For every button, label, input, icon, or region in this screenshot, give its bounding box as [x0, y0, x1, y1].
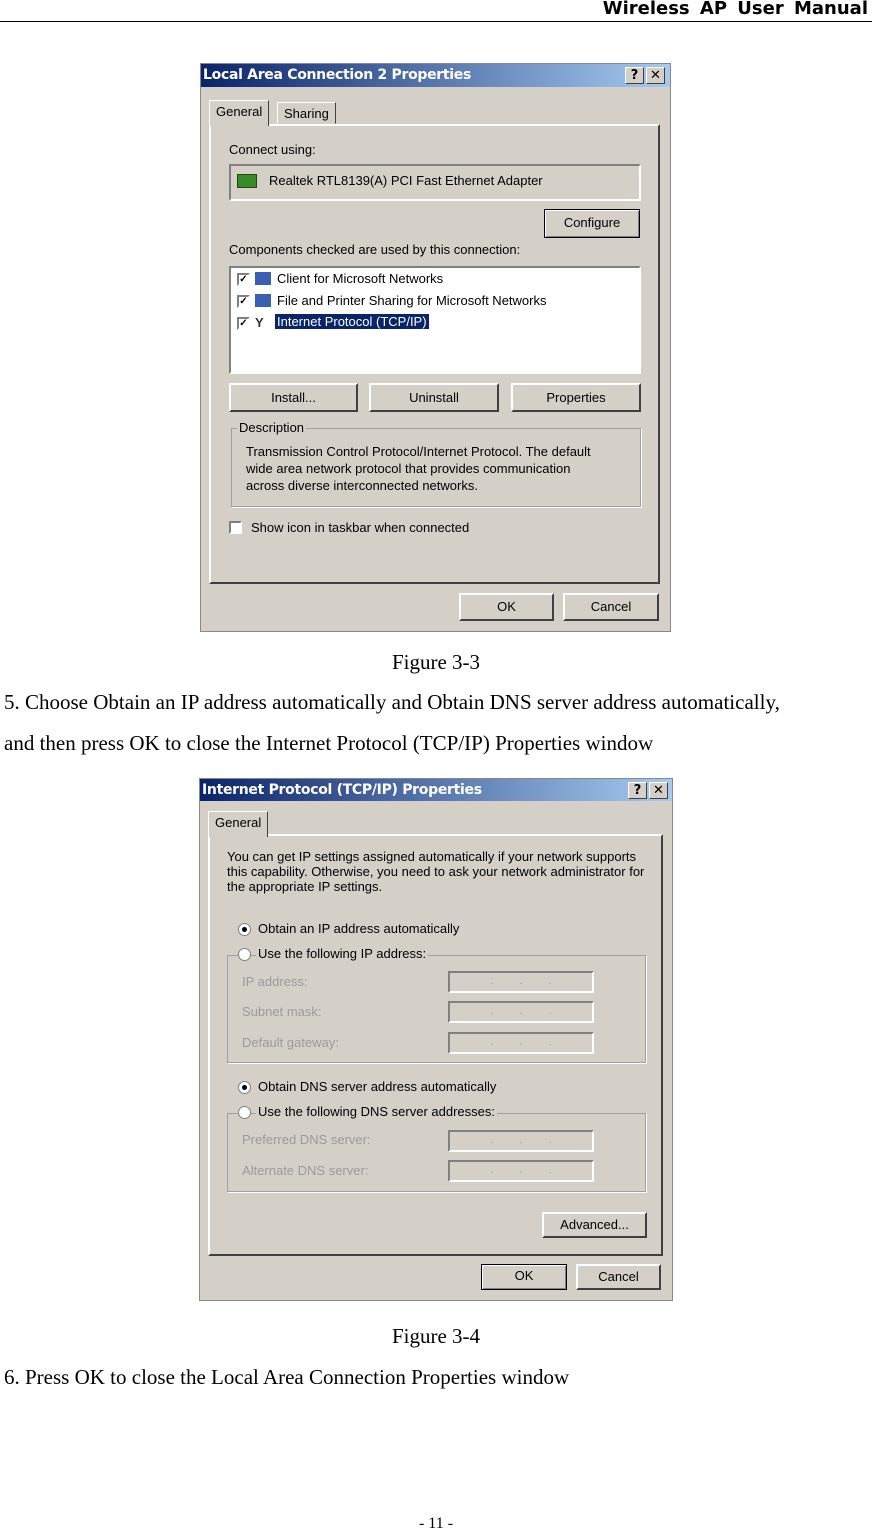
page-number: - 11 -	[418, 1515, 454, 1532]
description-text: across diverse interconnected networks.	[246, 478, 478, 493]
alternate-dns-field[interactable]: ...	[448, 1160, 594, 1182]
list-item-label: File and Printer Sharing for Microsoft Networks	[277, 293, 547, 308]
intro-text: the appropriate IP settings.	[227, 879, 383, 894]
use-following-dns-radio[interactable]	[238, 1106, 251, 1119]
show-icon-checkbox[interactable]	[229, 521, 242, 534]
components-list[interactable]	[229, 266, 641, 374]
uninstall-button[interactable]: Uninstall	[369, 383, 499, 412]
cancel-button[interactable]: Cancel	[563, 593, 659, 621]
help-button[interactable]: ?	[628, 782, 647, 799]
step-6-text: 6. Press OK to close the Local Area Connection Properties window	[4, 1365, 570, 1389]
ok-button[interactable]: OK	[459, 593, 554, 621]
obtain-ip-auto-radio[interactable]	[238, 923, 251, 936]
header-rule	[0, 21, 872, 22]
figure-caption: Figure 3-4	[391, 1324, 481, 1348]
obtain-dns-auto-label: Obtain DNS server address automatically	[258, 1079, 497, 1094]
adapter-name: Realtek RTL8139(A) PCI Fast Ethernet Adapter	[269, 173, 543, 188]
local-area-connection-properties-dialog	[200, 63, 671, 632]
tcp-ip-properties-dialog	[199, 778, 673, 1301]
list-item-label: Client for Microsoft Networks	[277, 271, 444, 286]
title-bar: Internet Protocol (TCP/IP) Properties	[200, 779, 672, 801]
alternate-dns-label: Alternate DNS server:	[242, 1163, 369, 1178]
tab-sharing[interactable]: Sharing	[277, 102, 336, 124]
install-button[interactable]: Install...	[229, 383, 358, 412]
close-button[interactable]: ✕	[646, 67, 665, 84]
figure-caption: Figure 3-3	[391, 650, 481, 674]
subnet-mask-field[interactable]: ...	[448, 1001, 594, 1023]
default-gateway-label: Default gateway:	[242, 1035, 339, 1050]
tab-general[interactable]: General	[209, 100, 269, 126]
configure-button[interactable]: Configure	[544, 209, 640, 238]
obtain-dns-auto-radio[interactable]	[238, 1081, 251, 1094]
list-item-label: Internet Protocol (TCP/IP)	[277, 314, 427, 329]
ok-button[interactable]: OK	[481, 1264, 567, 1290]
description-text: wide area network protocol that provides communication	[246, 461, 571, 476]
cancel-button[interactable]: Cancel	[576, 1264, 661, 1290]
checkbox[interactable]: ✓	[237, 295, 250, 308]
use-following-ip-label: Use the following IP address:	[258, 946, 427, 961]
network-adapter-icon	[237, 174, 257, 188]
components-label: Components checked are used by this connection:	[229, 242, 521, 257]
description-label: Description	[239, 420, 305, 435]
intro-text: You can get IP settings assigned automatically if your network supports	[227, 849, 637, 864]
protocol-icon: Y	[255, 315, 264, 330]
intro-text: this capability. Otherwise, you need to ask your network administrator for	[227, 864, 645, 879]
checkbox[interactable]: ✓	[237, 273, 250, 286]
use-following-dns-label: Use the following DNS server addresses:	[258, 1104, 495, 1119]
obtain-ip-auto-label: Obtain an IP address automatically	[258, 921, 460, 936]
step-5-text: 5. Choose Obtain an IP address automatically and Obtain DNS server address automatically,	[4, 690, 780, 714]
help-button[interactable]: ?	[625, 67, 644, 84]
header-title: Wireless AP User Manual	[602, 0, 868, 19]
show-icon-label: Show icon in taskbar when connected	[251, 520, 470, 535]
checkbox[interactable]: ✓	[237, 317, 250, 330]
client-icon	[255, 272, 271, 285]
step-5-text: and then press OK to close the Internet Protocol (TCP/IP) Properties window	[4, 731, 654, 755]
advanced-button[interactable]: Advanced...	[542, 1212, 647, 1238]
properties-button[interactable]: Properties	[511, 383, 641, 412]
subnet-mask-label: Subnet mask:	[242, 1004, 322, 1019]
use-following-ip-radio[interactable]	[238, 948, 251, 961]
title-bar: Local Area Connection 2 Properties	[201, 64, 670, 87]
connect-using-label: Connect using:	[229, 142, 316, 157]
ip-address-label: IP address:	[242, 974, 308, 989]
preferred-dns-field[interactable]: ...	[448, 1130, 594, 1152]
close-button[interactable]: ✕	[649, 782, 668, 799]
tab-general[interactable]: General	[208, 811, 268, 837]
sharing-icon	[255, 294, 271, 307]
ip-address-field[interactable]: ...	[448, 971, 594, 993]
default-gateway-field[interactable]: ...	[448, 1032, 594, 1054]
preferred-dns-label: Preferred DNS server:	[242, 1132, 371, 1147]
adapter-box	[229, 164, 641, 201]
description-text: Transmission Control Protocol/Internet Protocol. The default	[246, 444, 591, 459]
